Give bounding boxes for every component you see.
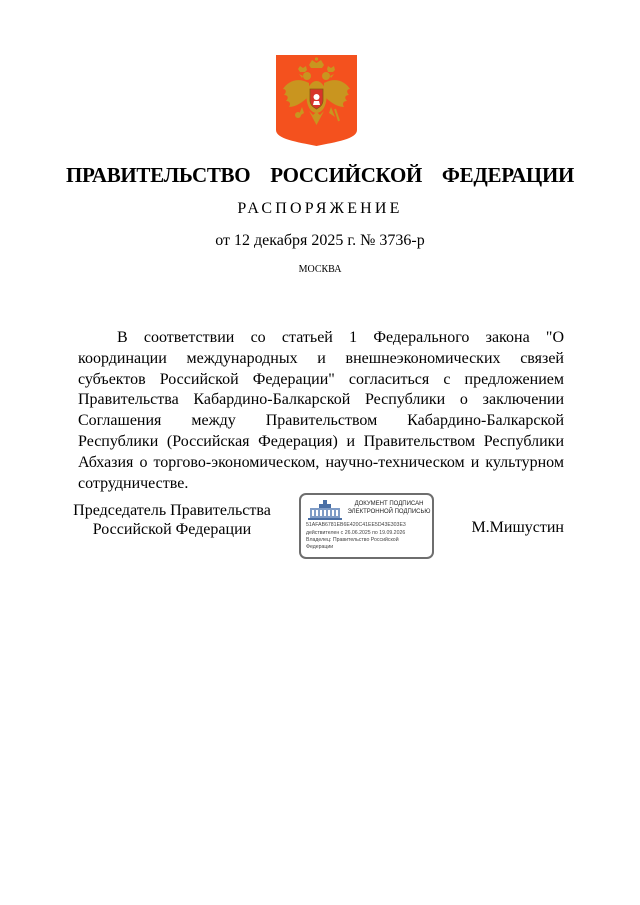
stamp-header bbox=[347, 501, 431, 516]
document-date-number: от 12 декабря 2025 г. № 3736-р bbox=[215, 232, 425, 249]
body-paragraph: В соответствии со статьей 1 Федерального закона "О координации международных и внешнеэкономических связей субъектов Российской Федерации" согласиться с предложением Правительства Кабардино-Балкарской Республики о заключении Соглашения между Правительством Кабардино-Балкарской Республики (Российская Федерация) и Правительством Республики Абхазия о торгово-экономическом, научно-техническом и культурном сотрудничестве. bbox=[78, 329, 564, 492]
signatory-position-line2: Российской Федерации bbox=[92, 521, 252, 538]
electronic-signature-stamp bbox=[299, 493, 434, 559]
document-type: РАСПОРЯЖЕНИЕ bbox=[237, 200, 403, 217]
document-title: ПРАВИТЕЛЬСТВО РОССИЙСКОЙ ФЕДЕРАЦИИ bbox=[65, 163, 575, 187]
stamp-owner-line1: Владелец: Правительство Российской bbox=[306, 537, 399, 543]
stamp-validity: действителен с 26.06.2025 по 19.09.2026 bbox=[306, 530, 406, 536]
coat-of-arms-emblem bbox=[276, 55, 357, 146]
stamp-header-line2: ЭЛЕКТРОННОЙ ПОДПИСЬЮ bbox=[347, 508, 431, 515]
document-city: МОСКВА bbox=[298, 264, 342, 275]
stamp-certificate: 51AFAB6781EB6E420C41EE5D43E303E3 bbox=[306, 522, 406, 528]
government-building-icon bbox=[307, 499, 343, 521]
stamp-header-line1: ДОКУМЕНТ ПОДПИСАН bbox=[354, 501, 424, 507]
signatory-position-line1: Председатель Правительства bbox=[73, 502, 271, 519]
signatory-position bbox=[62, 501, 282, 539]
signatory-name: М.Мишустин bbox=[471, 519, 564, 536]
stamp-owner-line2: Федерации bbox=[306, 544, 334, 550]
